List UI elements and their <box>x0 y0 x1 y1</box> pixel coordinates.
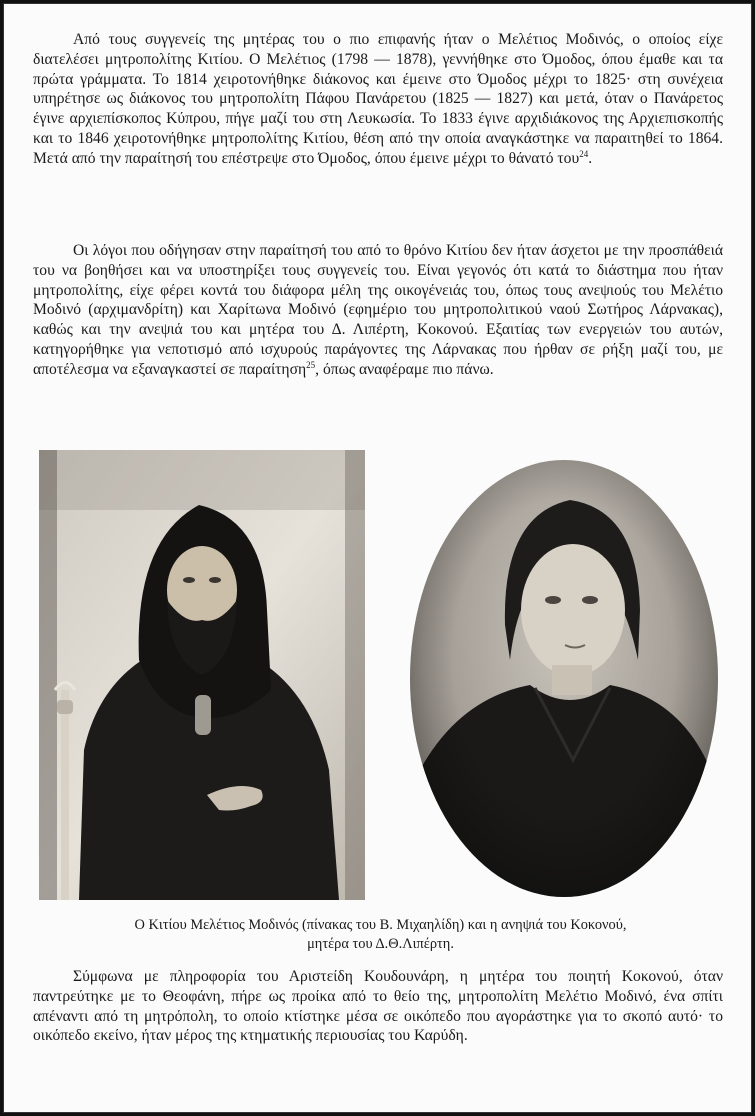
paragraph-meletios-biography <box>33 30 723 169</box>
paragraph-text-end: . <box>588 149 593 167</box>
portrait-meletios-painting <box>39 450 365 900</box>
footnote-marker: 25 <box>306 359 316 370</box>
paragraph-text: Από τους συγγενείς της μητέρας του ο πιο επιφανής ήταν ο Μελέτιος Μοδινός, ο οποίος είχε διατελέσει μητροπολίτης Κιτίου. Ο Μελέτιος (1798 — 1878), γεννήθηκε στο Όμοδος, όπου έμαθε και τα πρώτα γράμματα. Το 1814 χειροτονήθηκε διάκονος και έμεινε στο Όμοδος μέχρι το 1825· στη συνέχεια υπηρέτησε ως διάκονος του μητροπολίτη Πάφου Πανάρετου (1825 — 1827) και μετά, όταν ο Πανάρετος έγινε αρχιεπίσκοπος Κύπρου, πήγε μαζί του στη Λευκωσία. Το 1833 έγινε αρχιδιάκονος της Αρχιεπισκοπής και το 1846 χειροτονήθηκε μητροπολίτης Κιτίου, θέση από την οποία αναγκάστηκε να παραιτηθεί το 1864. Μετά από την παραίτησή του επέστρεψε στο Όμοδος, όπου έμεινε μέχρι το θάνατό του <box>33 31 723 167</box>
paragraph-text: Σύμφωνα με πληροφορία του Αριστείδη Κουδουνάρη, η μητέρα του ποιητή Κοκονού, όταν παντρεύτηκε με το Θεοφάνη, πήρε ως προίκα από το θείο της, μητροπολίτη Μελέτιο Μοδινό, ένα σπίτι απέναντι από τη μητρόπολη, το οποίο κτίστηκε μέσα σε οικόπεδο που αγοράστηκε για το σκοπό αυτό· το οικόπεδο εκείνο, ήταν μέρος της κτηματικής περιουσίας του Καρύδη. <box>33 968 723 1045</box>
footnote-marker: 24 <box>579 148 589 159</box>
paragraph-dowry-house <box>33 967 723 1046</box>
paragraph-text-end: , όπως αναφέραμε πιο πάνω. <box>315 360 494 378</box>
figure-caption <box>23 916 738 954</box>
portrait-kokonou-photo <box>410 460 718 897</box>
paragraph-resignation-reasons <box>33 241 723 380</box>
paragraph-text: Οι λόγοι που οδήγησαν στην παραίτησή του από το θρόνο Κιτίου δεν ήταν άσχετοι με την προσπάθειά του να βοηθήσει και να υποστηρίξει τους συγγενείς του. Είναι γεγονός ότι κατά το διάστημα που ήταν μητροπολίτης, είχε φέρει κοντά του διάφορα μέλη της οικογένειάς του, όπως τους ανεψιούς του Μελέτιο Μοδινό (αρχιμανδρίτη) και Χαρίτωνα Μοδινό (εφημέριο του μητροπολιτικού ναού Σωτήρος Λάρνακας), καθώς και την ανεψιά του και μητέρα του Δ. Λιπέρτη, Κοκονού. Εξαιτίας των ενεργειών του αυτών, κατηγορήθηκε για νεποτισμό από ισχυρούς παράγοντες της Λάρνακας που ήρθαν σε ρήξη μαζί του, με αποτέλεσμα να εξαναγκαστεί σε παραίτηση <box>33 242 723 378</box>
caption-line-2: μητέρα του Δ.Θ.Λιπέρτη. <box>307 936 454 952</box>
caption-line-1: Ο Κιτίου Μελέτιος Μοδινός (πίνακας του Β. Μιχαηλίδη) και η ανηψιά του Κοκονού, <box>134 917 627 933</box>
